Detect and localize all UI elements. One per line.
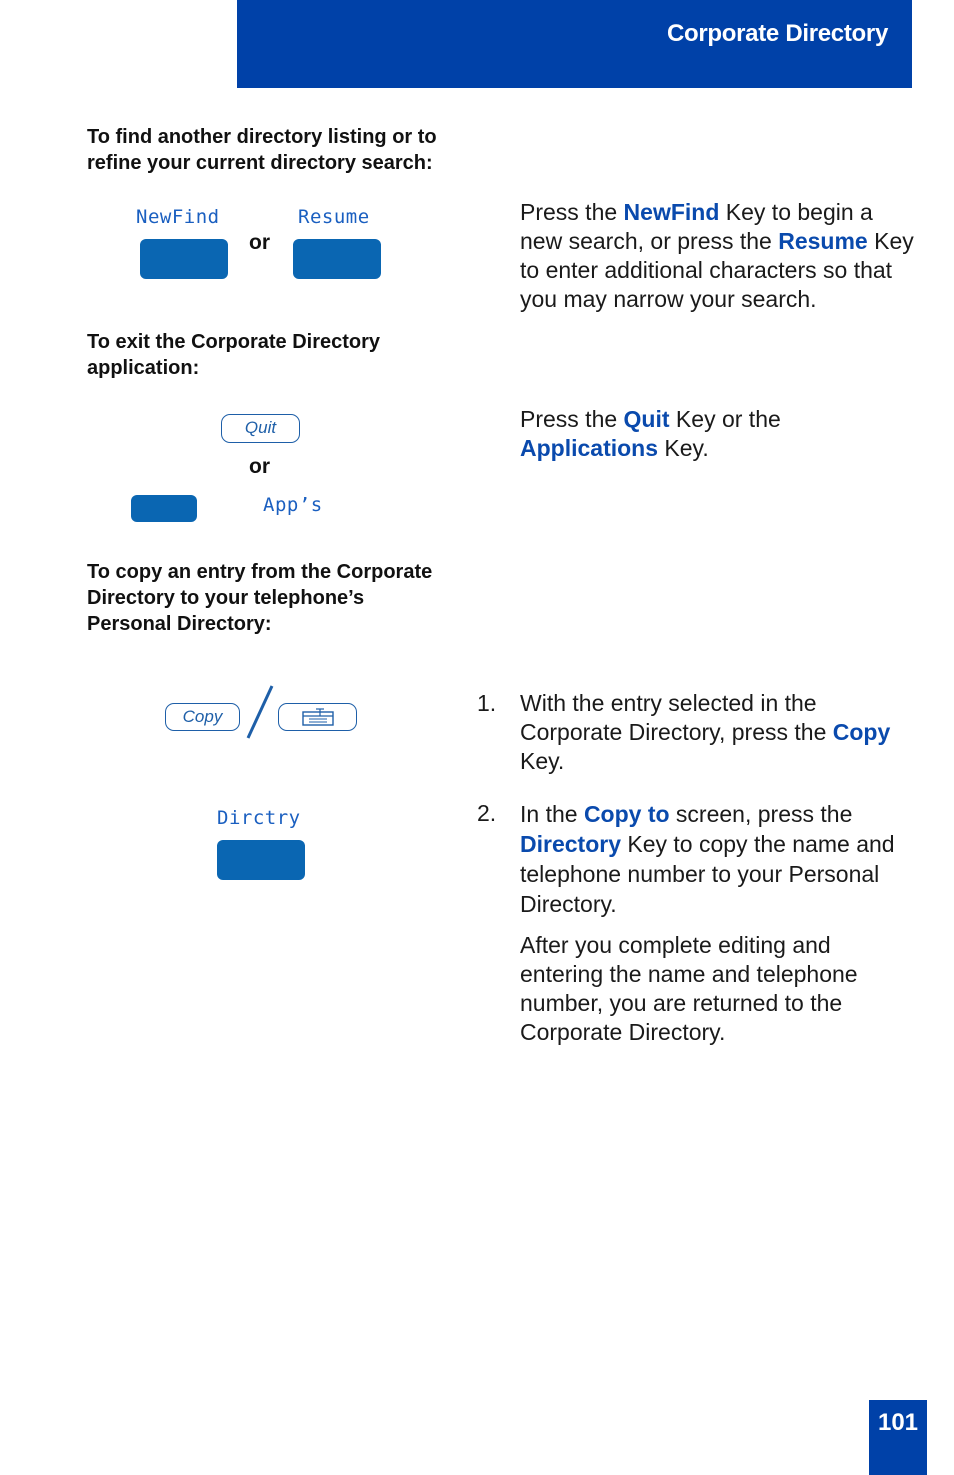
instruction-step-2: In the Copy to screen, press the Directory Key to copy the name and telephone number to your Personal Directory. <box>520 801 895 917</box>
page-number: 101 <box>869 1400 927 1475</box>
instruction-note: After you complete editing and entering the name and telephone number, you are returned to the Corporate Directory. <box>520 932 858 1045</box>
softkey-label-apps: App’s <box>263 494 323 516</box>
quit-key[interactable]: Quit <box>221 414 300 443</box>
step-number: 2. <box>477 800 497 826</box>
softkey-label-resume: Resume <box>298 206 370 228</box>
page-header <box>237 0 912 88</box>
or-label: or <box>249 231 270 254</box>
applications-key[interactable] <box>131 495 197 522</box>
directory-icon <box>300 706 336 728</box>
personal-directory-key[interactable] <box>278 703 357 731</box>
instruction-exit: Press the Quit Key or the Applications Key. <box>520 406 781 461</box>
section-heading-exit: To exit the Corporate Directory application: <box>87 331 381 379</box>
instruction-step-1: With the entry selected in the Corporate Directory, press the Copy Key. <box>520 690 891 774</box>
softkey-label-newfind: NewFind <box>136 206 220 228</box>
newfind-softkey[interactable] <box>140 239 228 279</box>
softkey-label-dirctry: Dirctry <box>217 807 301 829</box>
section-heading-find: To find another directory listing or to refine your current directory search: <box>87 126 437 174</box>
resume-softkey[interactable] <box>293 239 381 279</box>
instruction-find: Press the NewFind Key to begin a new search, or press the Resume Key to enter additional characters so that you may narrow your search. <box>520 199 914 312</box>
or-label: or <box>249 455 270 478</box>
section-heading-copy: To copy an entry from the Corporate Directory to your telephone’s Personal Directory: <box>87 561 433 635</box>
copy-key[interactable]: Copy <box>165 703 240 731</box>
page-title: Corporate Directory <box>666 20 888 47</box>
dirctry-softkey[interactable] <box>217 840 305 880</box>
slash-divider-icon <box>244 684 276 740</box>
step-number: 1. <box>477 690 497 716</box>
